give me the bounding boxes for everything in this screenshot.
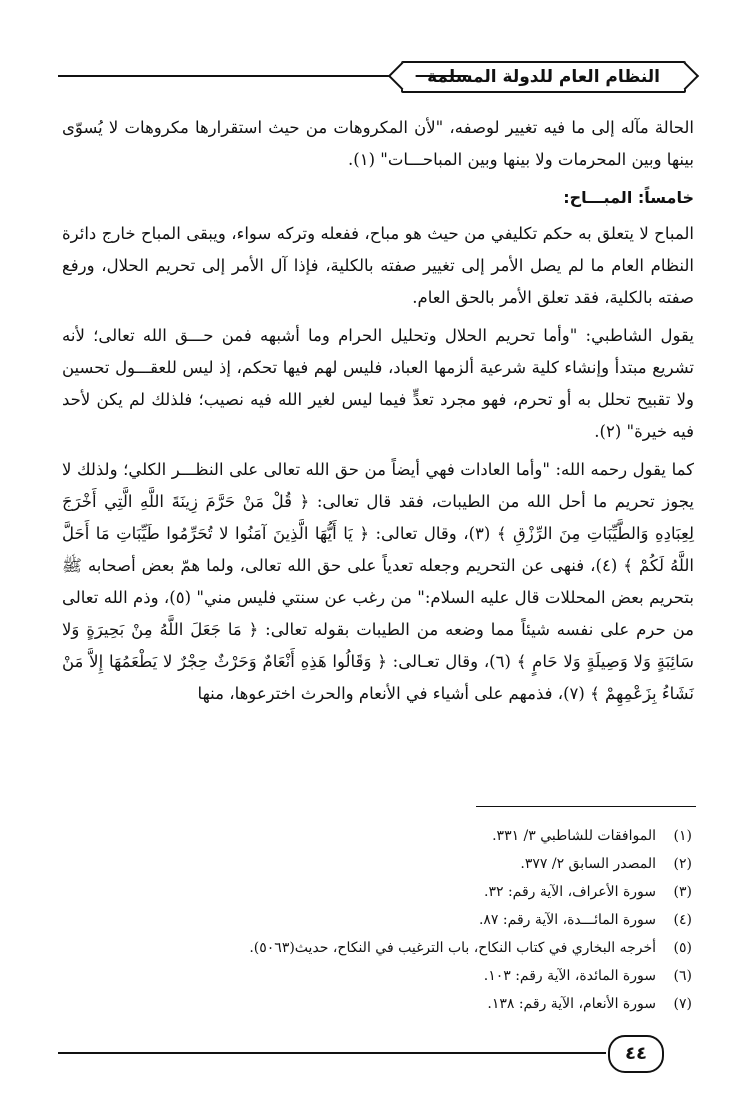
paragraph-3: يقول الشاطبي: "وأما تحريم الحلال وتحليل الحرام وما أشبهه فمن حـــق الله تعالى؛ لأنه تشريع مبتدأ وإنشاء كلية شرعية ألزمها العباد، فليس لهم فيها تحكم، إذ ليس للعقـــول تحسين ولا تقبيح تحلل به أو تحرم، فهو مجرد تعدٍّ فيما ليس لغير الله فيه نصيب؛ فلذلك لم يكن لأحد فيه خيرة" (٢). [62,326,694,441]
running-title: النظام العام للدولة المسلمة [401,61,686,93]
footnote-separator [476,806,696,807]
page-number: ٤٤ [608,1035,664,1073]
footnote-6: (٦)سورة المائدة، الآية رقم: ١٠٣. [483,968,692,984]
paragraph-4: كما يقول رحمه الله: "وأما العادات فهي أيضاً من حق الله تعالى على النظـــر الكلي؛ ولذلك لا يجوز تحريم ما أحل الله من الطيبات، فقد قال تعالى: ﴿ قُلْ مَنْ حَرَّمَ زِينَةَ اللَّهِ الَّتِي أَخْرَجَ لِعِبَادِهِ وَالطَّيِّبَاتِ مِنَ الرِّزْقِ ﴾ (٣)، وقال تعالى: ﴿ يَا أَيُّهَا الَّذِينَ آمَنُوا لا تُحَرِّمُوا طَيِّبَاتِ مَا أَحَلَّ اللَّهُ لَكُمْ ﴾ (٤)، فنهى عن التحريم وجعله تعدياً على حق الله تعالى، ولما همّ بعض أصحابه ﷺ بتحريم بعض المحللات قال عليه السلام:" من رغب عن سنتي فليس مني" (٥)، وذم الله تعالى من حرم على نفسه شيئاً مما وضعه من الطيبات بقوله تعالى: ﴿ مَا جَعَلَ اللَّهُ مِنْ بَحِيرَةٍ وَلا سَائِبَةٍ وَلا وَصِيلَةٍ وَلا حَامٍ ﴾ (٦)، وقال تعـالى: ﴿ وَقَالُوا هَذِهِ أَنْعَامٌ وَحَرْثٌ حِجْرٌ لا يَطْعَمُهَا إِلاَّ مَنْ نَشَاءُ بِزَعْمِهِمْ ﴾ (٧)، فذمهم على أشياء في الأنعام والحرث اخترعوها، منها [62,460,694,703]
main-text [62,112,694,716]
footnotes [62,822,692,1018]
section-heading: خامساً: المبـــاح: [563,188,694,207]
footnote-7: (٧)سورة الأنعام، الآية رقم: ١٣٨. [487,996,692,1012]
footnote-3: (٣)سورة الأعراف، الآية رقم: ٣٢. [484,884,692,900]
footnote-1: (١)الموافقات للشاطبي ٣/ ٣٣١. [492,828,692,844]
footnote-4: (٤)سورة المائـــدة، الآية رقم: ٨٧. [478,912,692,928]
footnote-5: (٥)أخرجه البخاري في كتاب النكاح، باب الترغيب في النكاح، حديث(٥٠٦٣). [249,940,692,956]
footnote-2: (٢)المصدر السابق ٢/ ٣٧٧. [520,856,692,872]
page-header [58,56,698,96]
paragraph-1: الحالة مآله إلى ما فيه تغيير لوصفه، "لأن المكروهات من حيث استقرارها مكروهات لا يُسوّى بينها وبين المحرمات ولا بينها وبين المباحـــات" (١). [62,118,694,169]
footer-rule [58,1052,606,1054]
paragraph-2: المباح لا يتعلق به حكم تكليفي من حيث هو مباح، ففعله وتركه سواء، ويبقى المباح خارج دائرة النظام العام ما لم يصل الأمر إلى تغيير صفته بالكلية، فإذا آل الأمر إلى تحريم الحلال، ورفع صفته بالكلية، فقد تعلق الأمر بالحق العام. [62,224,694,307]
